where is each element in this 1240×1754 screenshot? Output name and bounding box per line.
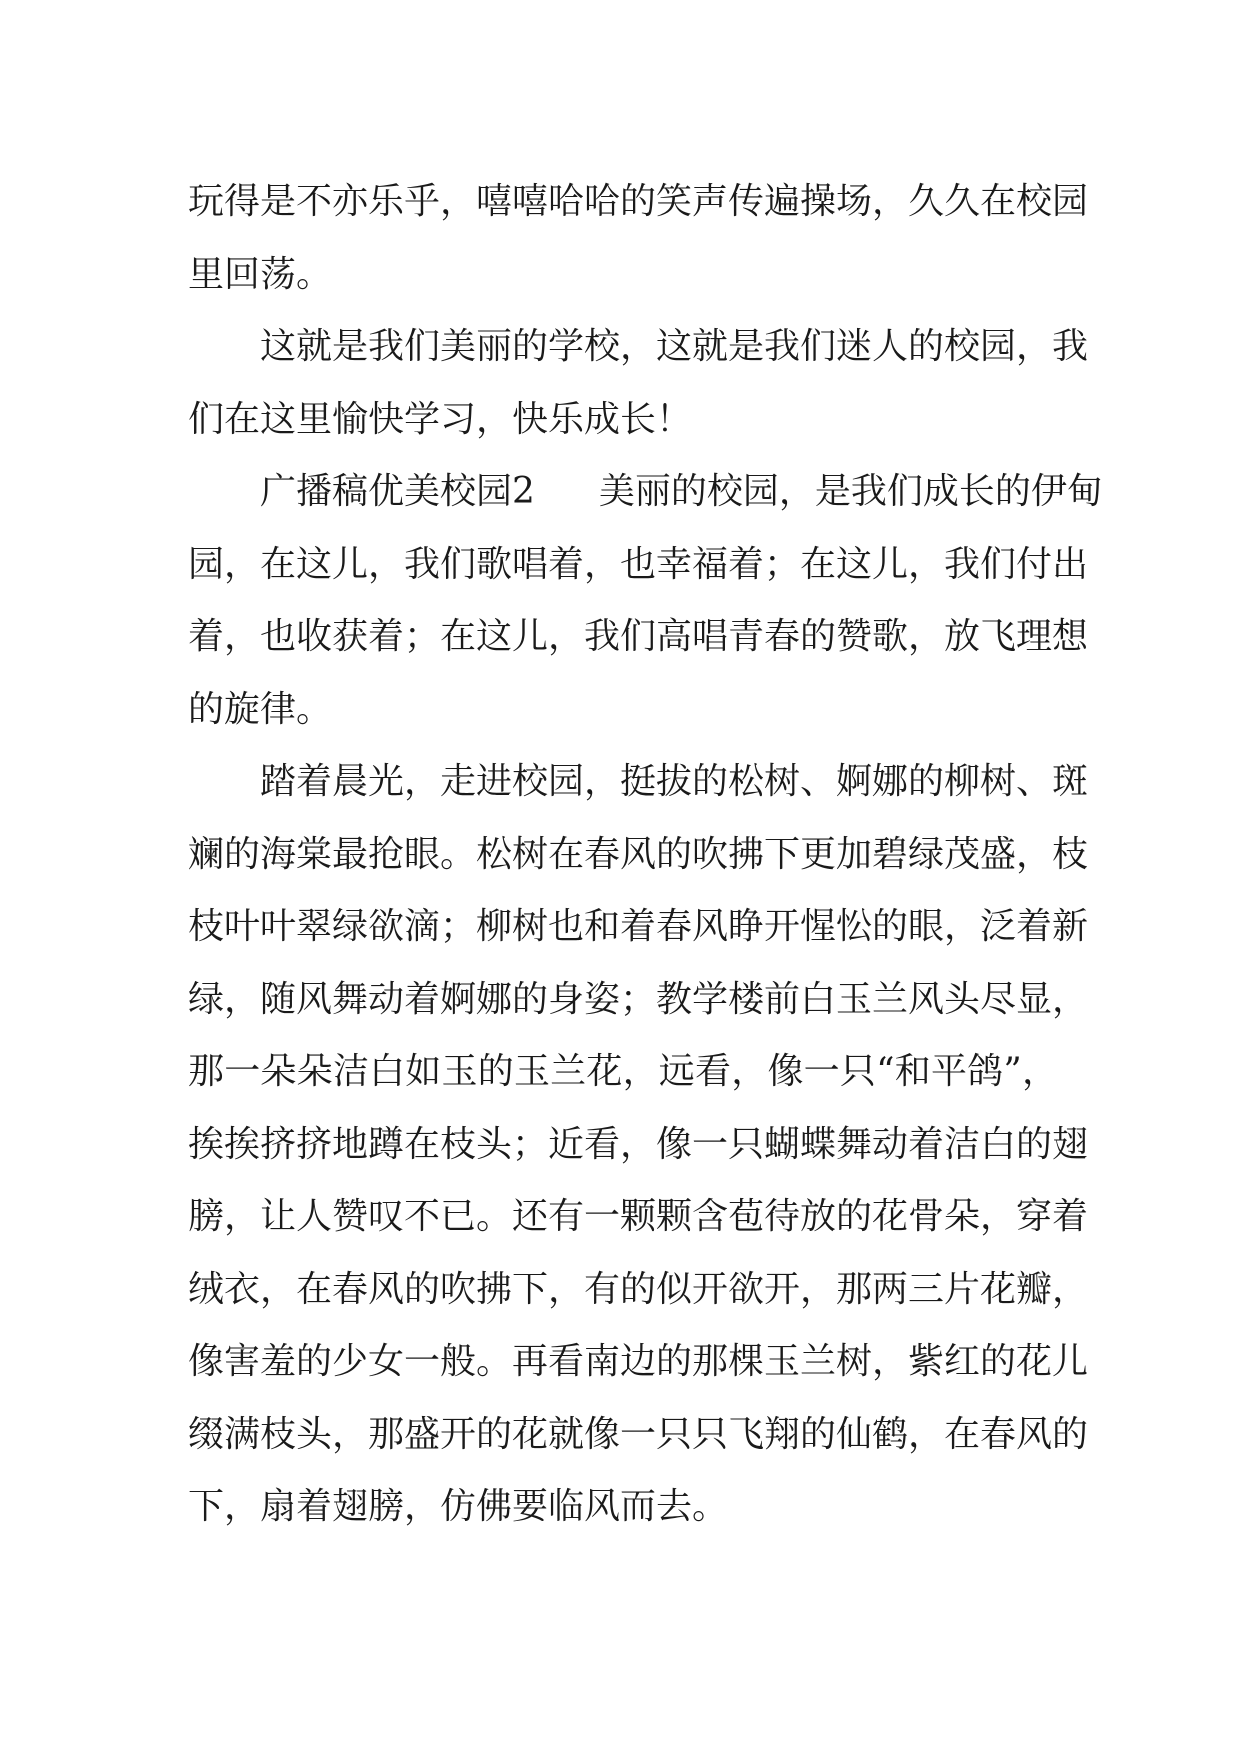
text-line: 们在这里愉快学习，快乐成长！ [188,398,693,440]
text-line: 挨挨挤挤地蹲在枝头；近看，像一只蝴蝶舞动着洁白的翅 [188,1123,1089,1165]
text-line: 枝叶叶翠绿欲滴；柳树也和着春风睁开惺忪的眼，泛着新 [188,906,1089,947]
text-line: 缀满枝头，那盛开的花就像一只只飞翔的仙鹤，在春风的 [188,1413,1089,1455]
paragraph-broadcast-2 [188,456,1103,746]
text-line [188,456,1103,529]
text-line: 膀，让人赞叹不已。还有一颗颗含苞待放的花骨朵，穿着 [188,1196,1089,1237]
text-line: 像害羞的少女一般。再看南边的那棵玉兰树，紫红的花儿 [188,1341,1089,1382]
text-line: 那一朵朵洁白如玉的玉兰花，远看，像一只“和平鸽”， [188,1051,1058,1092]
text-line: 绿，随风舞动着婀娜的身姿；教学楼前白玉兰风头尽显， [188,978,1089,1020]
text-line: 绒衣，在春风的吹拂下，有的似开欲开，那两三片花瓣， [188,1268,1089,1310]
paragraph-morning-campus [188,746,1089,1544]
text-line: 斓的海棠最抢眼。松树在春风的吹拂下更加碧绿茂盛，枝 [188,833,1089,875]
text-line: 下，扇着翅膀，仿佛要临风而去。 [188,1486,729,1527]
text-line: 玩得是不亦乐乎，嘻嘻哈哈的笑声传遍操场，久久在校园 [188,181,1089,222]
text-fragment: 美丽的校园，是我们成长的伊甸 [598,471,1103,512]
paragraph-closing [188,311,1089,456]
text-line: 踏着晨光，走进校园，挺拔的松树、婀娜的柳树、斑 [260,761,1089,802]
text-line: 园，在这儿，我们歌唱着，也幸福着；在这儿，我们付出 [188,543,1089,585]
body-text [188,166,1103,1544]
paragraph-continuation [188,166,1089,311]
section-heading: 广播稿优美校园2 [260,471,535,512]
text-line: 这就是我们美丽的学校，这就是我们迷人的校园，我 [260,326,1089,367]
text-line: 着，也收获着；在这儿，我们高唱青春的赞歌，放飞理想 [188,616,1089,657]
text-line: 里回荡。 [188,253,333,295]
text-line: 的旋律。 [188,688,333,730]
